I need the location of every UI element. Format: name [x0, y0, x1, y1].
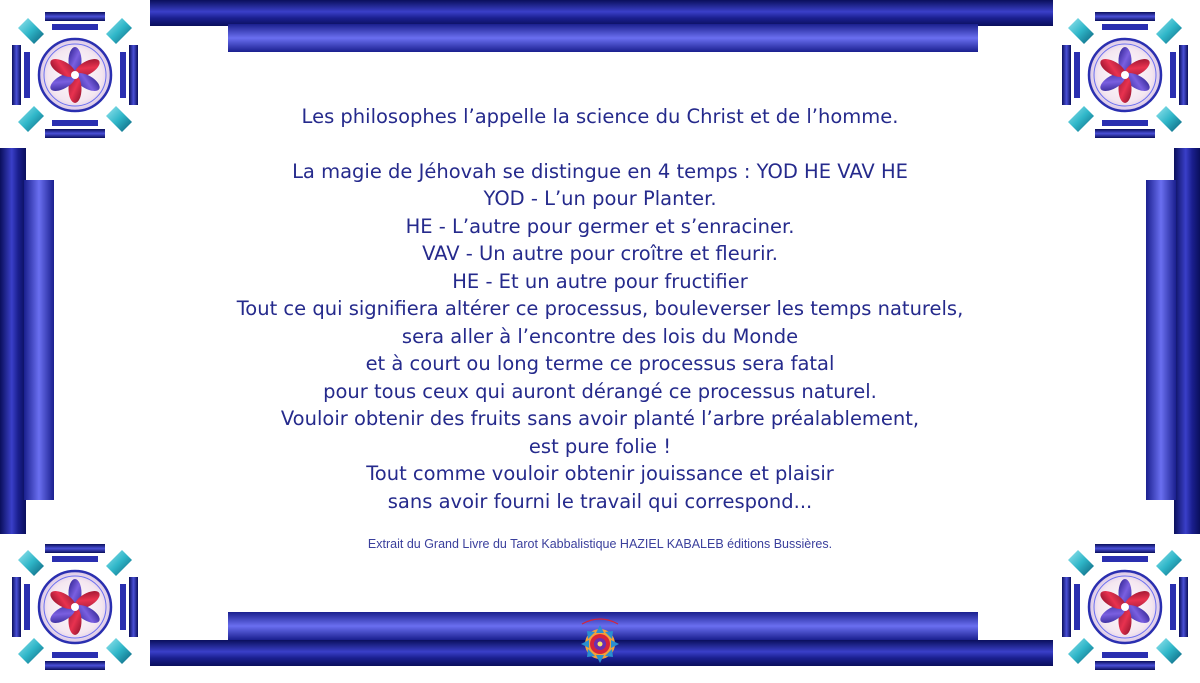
- citation-text: Extrait du Grand Livre du Tarot Kabbalistique HAZIEL KABALEB éditions Bussières.: [367, 537, 833, 551]
- text-line-13: sans avoir fourni le travail qui correspond...: [387, 489, 813, 513]
- left-outer-bar: [0, 148, 26, 534]
- text-line-3: HE - L’autre pour germer et s’enraciner.: [405, 214, 795, 238]
- title-line: Les philosophes l’appelle la science du Christ et de l’homme.: [301, 105, 899, 128]
- quote-text-block: [150, 103, 1050, 515]
- corner-ornament-top-right: [1050, 0, 1200, 150]
- corner-ornament-bottom-left: [0, 532, 150, 682]
- text-line-5: HE - Et un autre pour fructifier: [452, 269, 748, 293]
- left-inner-bar: [24, 180, 54, 500]
- right-outer-bar: [1174, 148, 1200, 534]
- text-line-6: Tout ce qui signifiera altérer ce processus, bouleverser les temps naturels,: [236, 297, 964, 320]
- corner-ornament-top-left: [0, 0, 150, 150]
- text-line-11: est pure folie !: [528, 434, 672, 458]
- spacer: [150, 131, 1050, 158]
- right-inner-bar: [1146, 180, 1176, 500]
- text-line-10: Vouloir obtenir des fruits sans avoir planté l’arbre préalablement,: [280, 407, 920, 430]
- top-outer-bar: [150, 0, 1053, 26]
- mandala-logo-icon: [576, 614, 624, 666]
- text-line-7: sera aller à l’encontre des lois du Monde: [401, 324, 799, 348]
- text-line-1: La magie de Jéhovah se distingue en 4 temps : YOD HE VAV HE: [292, 159, 908, 183]
- text-line-4: VAV - Un autre pour croître et fleurir.: [422, 242, 778, 265]
- corner-ornament-bottom-right: [1050, 532, 1200, 682]
- text-line-8: et à court ou long terme ce processus sera fatal: [365, 352, 835, 375]
- text-line-2: YOD - L’un pour Planter.: [483, 187, 717, 210]
- text-line-12: Tout comme vouloir obtenir jouissance et plaisir: [366, 462, 834, 485]
- top-inner-bar: [228, 24, 978, 52]
- text-line-9: pour tous ceux qui auront dérangé ce processus naturel.: [323, 379, 877, 403]
